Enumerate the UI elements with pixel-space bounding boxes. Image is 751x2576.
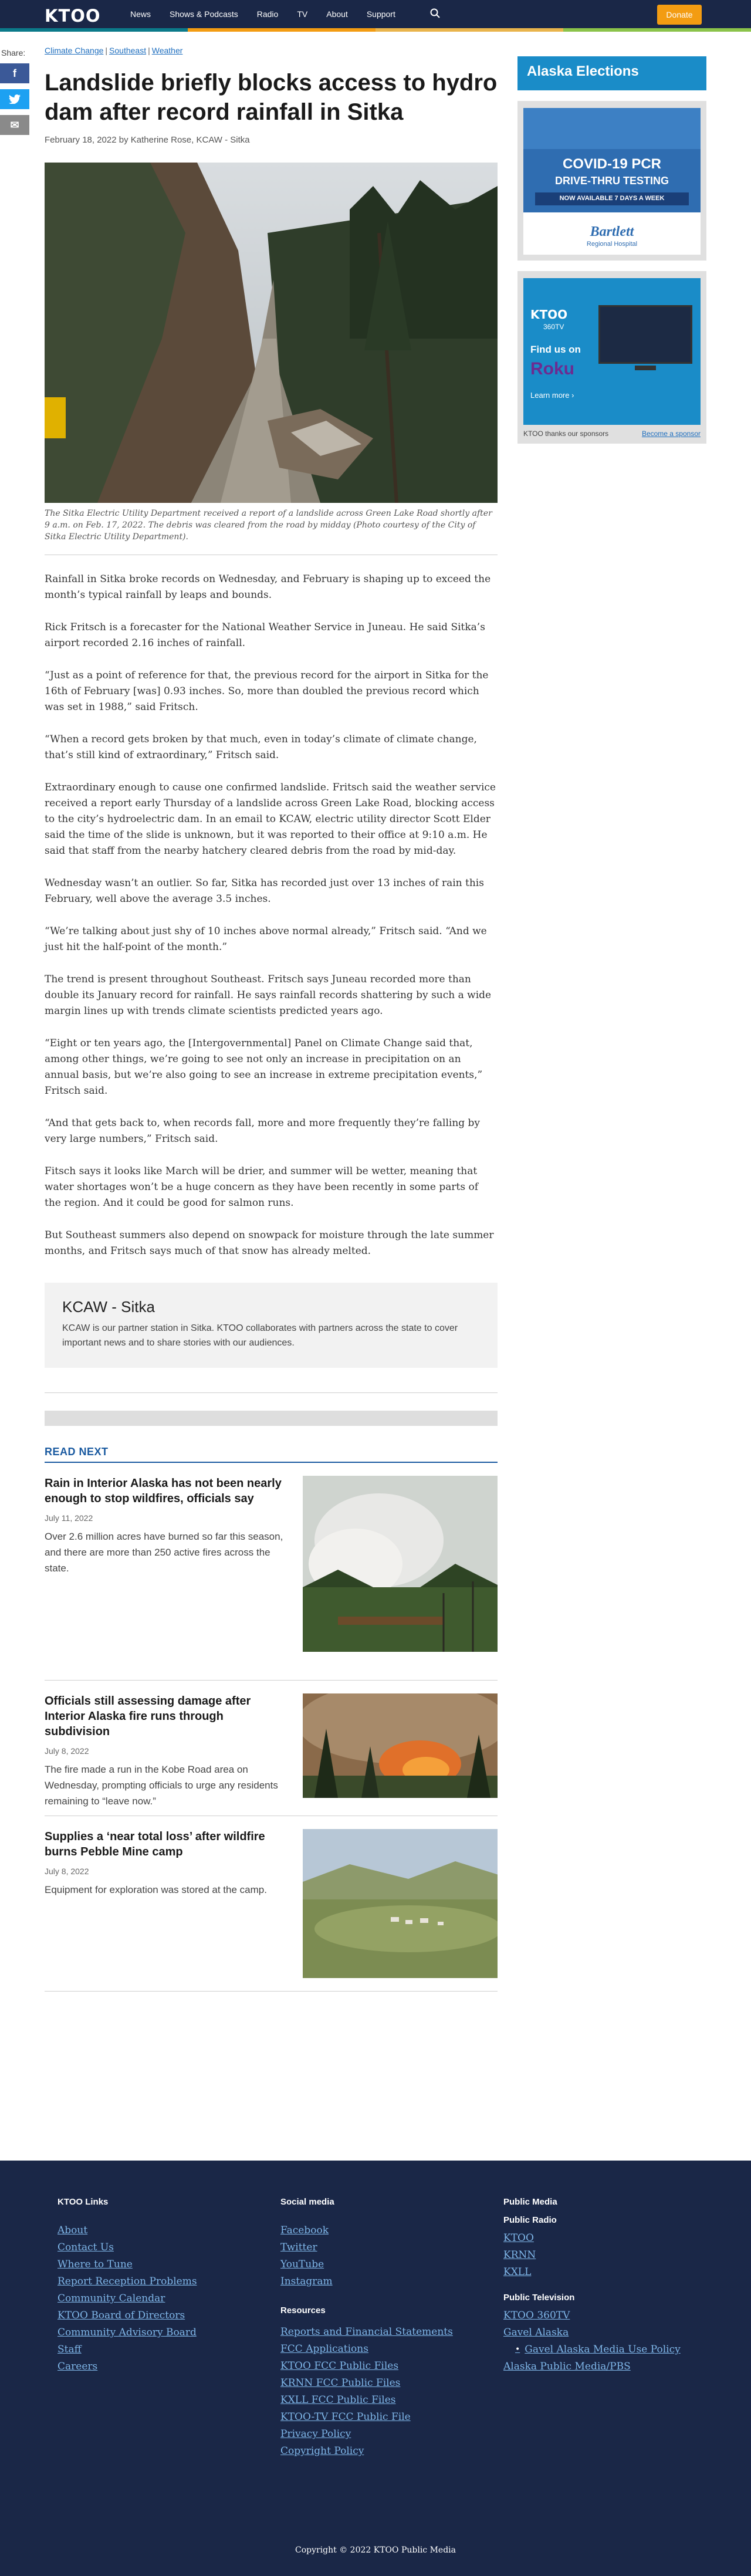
tv-illustration [598, 305, 692, 364]
story-date: July 8, 2022 [45, 1746, 89, 1756]
paragraph: The trend is present throughout Southeast. Fritsch says Juneau recorded more than double its January record for rainfall. He says rainfall records shattering by such a wide margin lines up with trends climate scientists predicted years ago. [45, 973, 492, 1017]
footer-link-youtube[interactable]: YouTube [280, 2259, 324, 2270]
footer-link[interactable]: About [57, 2225, 88, 2236]
article-body [45, 572, 498, 1259]
footer-link[interactable]: Careers [57, 2361, 98, 2372]
story-description: The fire made a run in the Kobe Road area on Wednesday, prompting officials to urge any residents remaining to “leave now.” [45, 1764, 278, 1807]
footer-link[interactable]: KTOO FCC Public Files [280, 2360, 399, 2372]
story-description: Equipment for exploration was stored at the camp. [45, 1884, 267, 1895]
paragraph: Wednesday wasn’t an outlier. So far, Sitka has recorded just over 13 inches of rain this February, well above the average 3.5 inches. [45, 877, 484, 905]
ad-placeholder-bar [45, 1411, 498, 1426]
ad-logo: KTOO [530, 307, 568, 322]
footer-link[interactable]: Where to Tune [57, 2259, 133, 2270]
story-image-forest-fire[interactable] [303, 1693, 498, 1798]
story-image-wildfire-smoke[interactable] [303, 1476, 498, 1652]
footer-link[interactable]: KXLL FCC Public Files [280, 2394, 396, 2406]
footer-link[interactable]: KTOO Board of Directors [57, 2310, 185, 2321]
paragraph: Fitsch says it looks like March will be drier, and summer will be wetter, meaning that water shortages won’t be a huge concern as they have been recently in some parts of the region. And it could be good for salmon runs. [45, 1165, 479, 1209]
footer-link[interactable]: KRNN FCC Public Files [280, 2377, 401, 2389]
donate-button[interactable]: Donate [657, 5, 702, 25]
search-icon[interactable] [429, 8, 441, 19]
footer-link[interactable]: Contact Us [57, 2242, 114, 2253]
nav-radio[interactable]: Radio [256, 9, 279, 19]
divider [45, 1392, 498, 1393]
footer-link[interactable]: KTOO-TV FCC Public File [280, 2411, 411, 2423]
alaska-elections-banner[interactable]: Alaska Elections [517, 56, 706, 90]
category-link-climate-change[interactable]: Climate Change [45, 46, 104, 55]
ad-logo-sub: 360TV [543, 323, 564, 331]
main-nav [130, 9, 414, 19]
breadcrumb: Climate Change | Southeast | Weather [45, 46, 183, 55]
site-header [0, 0, 751, 32]
twitter-icon [9, 94, 21, 104]
story-description: Over 2.6 million acres have burned so far this season, and there are more than 250 active fires across the state. [45, 1531, 283, 1574]
story-image-tundra-camp[interactable] [303, 1829, 498, 1978]
paragraph: But Southeast summers also depend on snowpack for moisture through the late summer months, and Fritsch says much of that snow has already melted. [45, 1229, 494, 1257]
story-date: July 8, 2022 [45, 1867, 89, 1876]
footer-link-twitter[interactable]: Twitter [280, 2242, 317, 2253]
paragraph: “Eight or ten years ago, the [Intergovernmental] Panel on Climate Change said that, among other things, we’re going to see not only an increase in precipitation on an annual basis, but we’re also going to see an increase in extreme precipitation events,” Fritsch said. [45, 1037, 483, 1097]
tv-illustration-stand [635, 366, 656, 370]
footer-link[interactable]: Community Advisory Board [57, 2327, 197, 2338]
email-icon: ✉ [10, 119, 19, 131]
sponsor-thanks: KTOO thanks our sponsors [523, 430, 609, 438]
footer-link[interactable]: KXLL [503, 2266, 532, 2278]
footer-heading: KTOO Links [57, 2197, 109, 2207]
partner-name[interactable]: KCAW - Sitka [62, 1298, 155, 1316]
read-next-story[interactable] [45, 1463, 498, 1649]
twitter-share-button[interactable] [0, 89, 29, 109]
footer-subheading: Public Television [503, 2293, 575, 2303]
nav-news[interactable]: News [130, 9, 151, 19]
partner-description: KCAW is our partner station in Sitka. KTOO collaborates with partners across the state to cover important news and to share stories with our audiences. [62, 1323, 458, 1348]
facebook-share-button[interactable] [0, 63, 29, 83]
article [45, 46, 498, 1992]
paragraph: Rick Fritsch is a forecaster for the National Weather Service in Juneau. He said Sitka’s airport recorded 2.16 inches of rainfall. [45, 621, 485, 649]
footer-link[interactable]: KTOO 360TV [503, 2310, 570, 2321]
footer-link[interactable]: KRNN [503, 2249, 536, 2261]
paragraph: Rainfall in Sitka broke records on Wednesday, and February is shaping up to exceed the month’s typical rainfall by leaps and bounds. [45, 573, 491, 601]
email-share-button[interactable] [0, 115, 29, 135]
footer-heading: Resources [280, 2305, 326, 2315]
become-sponsor-link[interactable]: Become a sponsor [641, 430, 701, 438]
image-caption: The Sitka Electric Utility Department received a report of a landslide across Green Lake Road shortly after 9 a.m. on Feb. 17, 2022. The debris was cleared from the road by midday (Photo courtesy of the City of Sitka Electric Utility Department). [45, 509, 492, 542]
nav-tv[interactable]: TV [297, 9, 308, 19]
footer-link-instagram[interactable]: Instagram [280, 2276, 333, 2287]
footer-subheading: Public Radio [503, 2215, 557, 2225]
story-title[interactable]: Rain in Interior Alaska has not been nearly enough to stop wildfires, officials say [45, 1477, 282, 1505]
footer-link[interactable]: KTOO [503, 2232, 534, 2244]
read-next-story[interactable] [45, 1816, 498, 1973]
sponsor-note [523, 430, 701, 438]
category-link-weather[interactable]: Weather [151, 46, 183, 55]
ad-find: Find us on [530, 344, 581, 355]
story-title[interactable]: Officials still assessing damage after Interior Alaska fire runs through subdivision [45, 1695, 251, 1738]
footer-link-facebook[interactable]: Facebook [280, 2225, 329, 2236]
facebook-icon: f [13, 67, 16, 79]
divider [45, 1991, 498, 1992]
footer-link[interactable]: Staff [57, 2344, 82, 2355]
footer-heading: Social media [280, 2197, 334, 2207]
footer-ktoo-links [57, 2197, 197, 2375]
ad-roku: Roku [530, 359, 574, 378]
ad-subhead: DRIVE-THRU TESTING [554, 175, 669, 187]
site-footer [0, 2161, 751, 2576]
sidebar [517, 56, 706, 444]
hero-image-landslide [45, 163, 498, 503]
ad-covid-testing[interactable] [523, 108, 701, 255]
byline: February 18, 2022 by Katherine Rose, KCAW - Sitka [45, 135, 250, 145]
ad-ktoo-360tv-roku[interactable] [523, 278, 701, 425]
paragraph: Extraordinary enough to cause one confirmed landslide. Fritsch said the weather service received a report early Thursday of a landslide across Green Lake Road, blocking access to the city’s hydroelectric dam. In an email to KCAW, electric utility director Scott Elder said the time of the slide is unknown, but it was reported to their office at 9:10 a.m. He said that staff from the nearby hatchery cleared debris from the road by mid-day. [45, 782, 496, 857]
share-label: Share: [1, 48, 26, 58]
footer-link[interactable]: Alaska Public Media/PBS [503, 2361, 631, 2372]
footer-heading: Public Media [503, 2197, 557, 2207]
ad-frame [517, 271, 706, 444]
ad-learn-more: Learn more › [530, 391, 574, 400]
footer-link[interactable]: Copyright Policy [280, 2445, 364, 2457]
share-bar [0, 48, 29, 135]
story-date: July 11, 2022 [45, 1513, 93, 1523]
read-next-story[interactable] [45, 1681, 498, 1807]
footer-link[interactable]: Privacy Policy [280, 2428, 351, 2440]
paragraph: “And that gets back to, when records fall, more and more frequently they’re falling by very large numbers,” Fritsch said. [45, 1117, 481, 1145]
copyright: Copyright © 2022 KTOO Public Media [295, 2545, 456, 2555]
ad-brand: Bartlett [590, 224, 634, 239]
footer-link[interactable]: Report Reception Problems [57, 2276, 197, 2287]
paragraph: “We’re talking about just shy of 10 inches above normal already,” Fritsch said. “And we just hit the half-point of the month.” [45, 925, 487, 953]
story-title[interactable]: Supplies a ‘near total loss’ after wildfire burns Pebble Mine camp [45, 1830, 265, 1858]
paragraph: “When a record gets broken by that much, even in today’s climate of climate change, that’s still kind of extraordinary,” Fritsch said. [45, 733, 477, 761]
footer-link[interactable]: Reports and Financial Statements [280, 2326, 453, 2338]
nav-about[interactable]: About [326, 9, 348, 19]
paragraph: “Just as a point of reference for that, the previous record for the airport in Sitka for the 16th of February [was] 0.93 inches. So, more than doubled the previous record which was set in 1988,” said Fritsch. [45, 670, 489, 713]
footer-link[interactable]: Community Calendar [57, 2293, 165, 2304]
category-link-southeast[interactable]: Southeast [109, 46, 147, 55]
nav-shows-podcasts[interactable]: Shows & Podcasts [170, 9, 238, 19]
footer-link[interactable]: Gavel Alaska [503, 2327, 569, 2338]
partner-box [45, 1283, 498, 1368]
page-title: Landslide briefly blocks access to hydro dam after record rainfall in Sitka [45, 70, 498, 125]
footer-social [280, 2197, 453, 2460]
ad-frame [517, 101, 706, 261]
footer-link[interactable]: • Gavel Alaska Media Use Policy [503, 2341, 681, 2358]
header-color-stripe [0, 28, 751, 32]
nav-support[interactable]: Support [366, 9, 395, 19]
ktoo-logo[interactable]: KTOO [45, 6, 101, 26]
ad-headline: COVID-19 PCR [562, 156, 662, 172]
ad-brand-sub: Regional Hospital [586, 241, 638, 248]
ad-note: NOW AVAILABLE 7 DAYS A WEEK [559, 195, 665, 202]
footer-link[interactable]: FCC Applications [280, 2343, 368, 2355]
footer-public-media [503, 2197, 681, 2375]
read-next-heading: READ NEXT [45, 1446, 498, 1463]
